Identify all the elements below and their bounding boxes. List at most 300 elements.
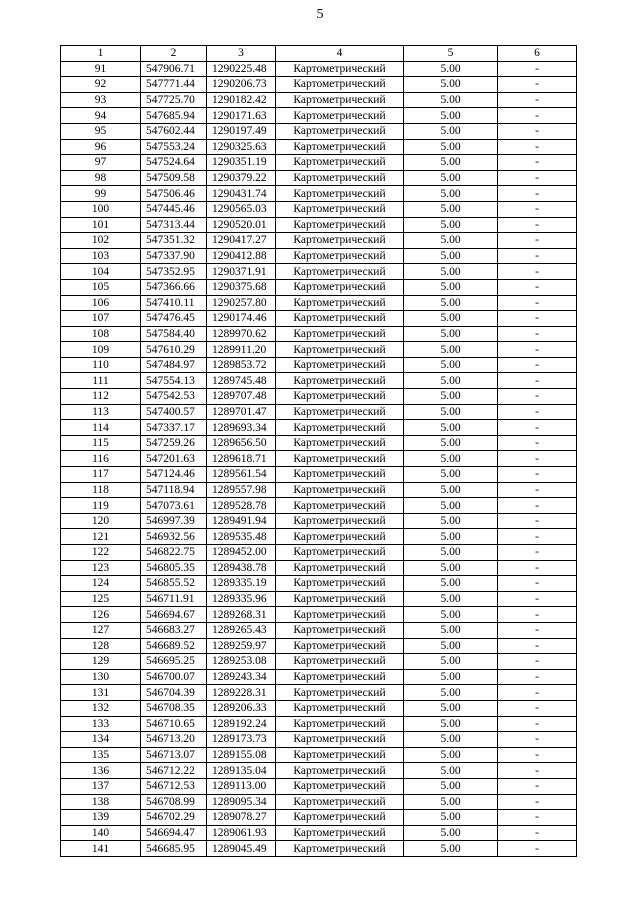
table-row [61, 825, 577, 841]
x-coordinate-cell: 546702.29 [141, 810, 207, 826]
accuracy-cell: 5.00 [404, 186, 498, 202]
y-coordinate-cell: 1290412.88 [207, 248, 276, 264]
x-coordinate-cell: 546712.53 [141, 778, 207, 794]
table-row [61, 342, 577, 358]
accuracy-cell: 5.00 [404, 591, 498, 607]
method-cell: Картометрический [276, 685, 404, 701]
note-cell: - [498, 186, 577, 202]
method-cell: Картометрический [276, 794, 404, 810]
accuracy-cell: 5.00 [404, 233, 498, 249]
table-row [61, 264, 577, 280]
x-coordinate-cell: 547554.13 [141, 373, 207, 389]
y-coordinate-cell: 1289135.04 [207, 763, 276, 779]
y-coordinate-cell: 1290417.27 [207, 233, 276, 249]
table-row [61, 467, 577, 483]
accuracy-cell: 5.00 [404, 311, 498, 327]
table-row [61, 92, 577, 108]
note-cell: - [498, 825, 577, 841]
point-number-cell: 128 [61, 638, 141, 654]
y-coordinate-cell: 1289528.78 [207, 498, 276, 514]
method-cell: Картометрический [276, 763, 404, 779]
table-row [61, 529, 577, 545]
y-coordinate-cell: 1289192.24 [207, 716, 276, 732]
column-header-6: 6 [498, 46, 577, 62]
y-coordinate-cell: 1289078.27 [207, 810, 276, 826]
accuracy-cell: 5.00 [404, 92, 498, 108]
y-coordinate-cell: 1289045.49 [207, 841, 276, 857]
y-coordinate-cell: 1290182.42 [207, 92, 276, 108]
y-coordinate-cell: 1290371.91 [207, 264, 276, 280]
table-row [61, 810, 577, 826]
note-cell: - [498, 201, 577, 217]
note-cell: - [498, 404, 577, 420]
method-cell: Картометрический [276, 61, 404, 77]
method-cell: Картометрический [276, 841, 404, 857]
point-number-cell: 135 [61, 747, 141, 763]
method-cell: Картометрический [276, 607, 404, 623]
table-row [61, 732, 577, 748]
y-coordinate-cell: 1289745.48 [207, 373, 276, 389]
point-number-cell: 108 [61, 326, 141, 342]
method-cell: Картометрический [276, 92, 404, 108]
table-row [61, 326, 577, 342]
point-number-cell: 104 [61, 264, 141, 280]
y-coordinate-cell: 1289228.31 [207, 685, 276, 701]
point-number-cell: 95 [61, 123, 141, 139]
accuracy-cell: 5.00 [404, 622, 498, 638]
note-cell: - [498, 747, 577, 763]
note-cell: - [498, 108, 577, 124]
x-coordinate-cell: 546704.39 [141, 685, 207, 701]
note-cell: - [498, 311, 577, 327]
y-coordinate-cell: 1289911.20 [207, 342, 276, 358]
note-cell: - [498, 841, 577, 857]
y-coordinate-cell: 1289438.78 [207, 560, 276, 576]
column-header-5: 5 [404, 46, 498, 62]
y-coordinate-cell: 1289452.00 [207, 545, 276, 561]
accuracy-cell: 5.00 [404, 810, 498, 826]
table-row [61, 716, 577, 732]
accuracy-cell: 5.00 [404, 420, 498, 436]
note-cell: - [498, 420, 577, 436]
accuracy-cell: 5.00 [404, 638, 498, 654]
note-cell: - [498, 389, 577, 405]
method-cell: Картометрический [276, 217, 404, 233]
column-header-4: 4 [276, 46, 404, 62]
y-coordinate-cell: 1289693.34 [207, 420, 276, 436]
method-cell: Картометрический [276, 248, 404, 264]
table-row [61, 295, 577, 311]
method-cell: Картометрический [276, 186, 404, 202]
method-cell: Картометрический [276, 716, 404, 732]
x-coordinate-cell: 547685.94 [141, 108, 207, 124]
table-row [61, 404, 577, 420]
y-coordinate-cell: 1289701.47 [207, 404, 276, 420]
y-coordinate-cell: 1290565.03 [207, 201, 276, 217]
note-cell: - [498, 560, 577, 576]
point-number-cell: 97 [61, 155, 141, 171]
accuracy-cell: 5.00 [404, 155, 498, 171]
x-coordinate-cell: 546805.35 [141, 560, 207, 576]
accuracy-cell: 5.00 [404, 529, 498, 545]
table-row [61, 545, 577, 561]
method-cell: Картометрический [276, 357, 404, 373]
method-cell: Картометрический [276, 139, 404, 155]
note-cell: - [498, 794, 577, 810]
x-coordinate-cell: 547542.53 [141, 389, 207, 405]
y-coordinate-cell: 1290257.80 [207, 295, 276, 311]
point-number-cell: 122 [61, 545, 141, 561]
note-cell: - [498, 435, 577, 451]
note-cell: - [498, 139, 577, 155]
y-coordinate-cell: 1289259.97 [207, 638, 276, 654]
x-coordinate-cell: 547771.44 [141, 77, 207, 93]
y-coordinate-cell: 1290206.73 [207, 77, 276, 93]
x-coordinate-cell: 547400.57 [141, 404, 207, 420]
accuracy-cell: 5.00 [404, 217, 498, 233]
point-number-cell: 130 [61, 669, 141, 685]
point-number-cell: 114 [61, 420, 141, 436]
y-coordinate-cell: 1289265.43 [207, 622, 276, 638]
y-coordinate-cell: 1290351.19 [207, 155, 276, 171]
y-coordinate-cell: 1289335.96 [207, 591, 276, 607]
x-coordinate-cell: 547337.90 [141, 248, 207, 264]
x-coordinate-cell: 547259.26 [141, 435, 207, 451]
note-cell: - [498, 732, 577, 748]
y-coordinate-cell: 1289243.34 [207, 669, 276, 685]
note-cell: - [498, 529, 577, 545]
point-number-cell: 94 [61, 108, 141, 124]
method-cell: Картометрический [276, 700, 404, 716]
accuracy-cell: 5.00 [404, 716, 498, 732]
y-coordinate-cell: 1289491.94 [207, 513, 276, 529]
note-cell: - [498, 295, 577, 311]
table-row [61, 170, 577, 186]
x-coordinate-cell: 546713.07 [141, 747, 207, 763]
note-cell: - [498, 92, 577, 108]
note-cell: - [498, 700, 577, 716]
point-number-cell: 93 [61, 92, 141, 108]
point-number-cell: 92 [61, 77, 141, 93]
point-number-cell: 100 [61, 201, 141, 217]
x-coordinate-cell: 546855.52 [141, 576, 207, 592]
x-coordinate-cell: 547313.44 [141, 217, 207, 233]
method-cell: Картометрический [276, 467, 404, 483]
accuracy-cell: 5.00 [404, 326, 498, 342]
table-row [61, 420, 577, 436]
x-coordinate-cell: 546695.25 [141, 654, 207, 670]
method-cell: Картометрический [276, 747, 404, 763]
point-number-cell: 139 [61, 810, 141, 826]
accuracy-cell: 5.00 [404, 732, 498, 748]
table-row [61, 155, 577, 171]
note-cell: - [498, 685, 577, 701]
table-row [61, 186, 577, 202]
method-cell: Картометрический [276, 279, 404, 295]
note-cell: - [498, 373, 577, 389]
table-row [61, 513, 577, 529]
x-coordinate-cell: 547410.11 [141, 295, 207, 311]
y-coordinate-cell: 1289253.08 [207, 654, 276, 670]
accuracy-cell: 5.00 [404, 841, 498, 857]
accuracy-cell: 5.00 [404, 77, 498, 93]
x-coordinate-cell: 546708.35 [141, 700, 207, 716]
method-cell: Картометрический [276, 810, 404, 826]
method-cell: Картометрический [276, 591, 404, 607]
table-row [61, 373, 577, 389]
table-row [61, 778, 577, 794]
point-number-cell: 121 [61, 529, 141, 545]
y-coordinate-cell: 1290520.01 [207, 217, 276, 233]
accuracy-cell: 5.00 [404, 685, 498, 701]
method-cell: Картометрический [276, 373, 404, 389]
point-number-cell: 136 [61, 763, 141, 779]
note-cell: - [498, 279, 577, 295]
method-cell: Картометрический [276, 123, 404, 139]
note-cell: - [498, 170, 577, 186]
note-cell: - [498, 669, 577, 685]
point-number-cell: 134 [61, 732, 141, 748]
accuracy-cell: 5.00 [404, 108, 498, 124]
point-number-cell: 99 [61, 186, 141, 202]
method-cell: Картометрический [276, 170, 404, 186]
x-coordinate-cell: 547073.61 [141, 498, 207, 514]
table-header-row [61, 46, 577, 62]
method-cell: Картометрический [276, 264, 404, 280]
note-cell: - [498, 77, 577, 93]
point-number-cell: 113 [61, 404, 141, 420]
column-header-2: 2 [141, 46, 207, 62]
method-cell: Картометрический [276, 342, 404, 358]
y-coordinate-cell: 1289155.08 [207, 747, 276, 763]
y-coordinate-cell: 1290325.63 [207, 139, 276, 155]
table-row [61, 763, 577, 779]
note-cell: - [498, 763, 577, 779]
accuracy-cell: 5.00 [404, 825, 498, 841]
point-number-cell: 109 [61, 342, 141, 358]
accuracy-cell: 5.00 [404, 467, 498, 483]
y-coordinate-cell: 1290431.74 [207, 186, 276, 202]
x-coordinate-cell: 547524.64 [141, 155, 207, 171]
point-number-cell: 126 [61, 607, 141, 623]
x-coordinate-cell: 546711.91 [141, 591, 207, 607]
point-number-cell: 118 [61, 482, 141, 498]
y-coordinate-cell: 1289618.71 [207, 451, 276, 467]
point-number-cell: 102 [61, 233, 141, 249]
y-coordinate-cell: 1289095.34 [207, 794, 276, 810]
method-cell: Картометрический [276, 233, 404, 249]
point-number-cell: 124 [61, 576, 141, 592]
y-coordinate-cell: 1289061.93 [207, 825, 276, 841]
accuracy-cell: 5.00 [404, 373, 498, 389]
table-row [61, 622, 577, 638]
table-row [61, 654, 577, 670]
x-coordinate-cell: 547602.44 [141, 123, 207, 139]
note-cell: - [498, 622, 577, 638]
point-number-cell: 98 [61, 170, 141, 186]
method-cell: Картометрический [276, 732, 404, 748]
table-row [61, 389, 577, 405]
note-cell: - [498, 61, 577, 77]
note-cell: - [498, 357, 577, 373]
method-cell: Картометрический [276, 451, 404, 467]
x-coordinate-cell: 546710.65 [141, 716, 207, 732]
method-cell: Картометрический [276, 669, 404, 685]
x-coordinate-cell: 546822.75 [141, 545, 207, 561]
point-number-cell: 96 [61, 139, 141, 155]
table-body [61, 61, 577, 856]
x-coordinate-cell: 547906.71 [141, 61, 207, 77]
y-coordinate-cell: 1289970.62 [207, 326, 276, 342]
y-coordinate-cell: 1289557.98 [207, 482, 276, 498]
accuracy-cell: 5.00 [404, 61, 498, 77]
method-cell: Картометрический [276, 389, 404, 405]
note-cell: - [498, 513, 577, 529]
accuracy-cell: 5.00 [404, 435, 498, 451]
note-cell: - [498, 545, 577, 561]
note-cell: - [498, 638, 577, 654]
table-row [61, 700, 577, 716]
accuracy-cell: 5.00 [404, 264, 498, 280]
table-row [61, 311, 577, 327]
x-coordinate-cell: 547352.95 [141, 264, 207, 280]
accuracy-cell: 5.00 [404, 170, 498, 186]
method-cell: Картометрический [276, 622, 404, 638]
point-number-cell: 117 [61, 467, 141, 483]
table-row [61, 560, 577, 576]
point-number-cell: 91 [61, 61, 141, 77]
y-coordinate-cell: 1290225.48 [207, 61, 276, 77]
accuracy-cell: 5.00 [404, 295, 498, 311]
note-cell: - [498, 482, 577, 498]
x-coordinate-cell: 547337.17 [141, 420, 207, 436]
x-coordinate-cell: 546713.20 [141, 732, 207, 748]
x-coordinate-cell: 547725.70 [141, 92, 207, 108]
method-cell: Картометрический [276, 77, 404, 93]
method-cell: Картометрический [276, 201, 404, 217]
accuracy-cell: 5.00 [404, 357, 498, 373]
method-cell: Картометрический [276, 295, 404, 311]
note-cell: - [498, 326, 577, 342]
y-coordinate-cell: 1290197.49 [207, 123, 276, 139]
point-number-cell: 133 [61, 716, 141, 732]
accuracy-cell: 5.00 [404, 139, 498, 155]
table-row [61, 498, 577, 514]
accuracy-cell: 5.00 [404, 342, 498, 358]
note-cell: - [498, 467, 577, 483]
note-cell: - [498, 498, 577, 514]
point-number-cell: 140 [61, 825, 141, 841]
method-cell: Картометрический [276, 435, 404, 451]
point-number-cell: 107 [61, 311, 141, 327]
column-header-1: 1 [61, 46, 141, 62]
method-cell: Картометрический [276, 576, 404, 592]
y-coordinate-cell: 1289268.31 [207, 607, 276, 623]
point-number-cell: 125 [61, 591, 141, 607]
table-row [61, 794, 577, 810]
x-coordinate-cell: 547509.58 [141, 170, 207, 186]
coordinates-table [60, 45, 577, 857]
x-coordinate-cell: 546694.67 [141, 607, 207, 623]
x-coordinate-cell: 547553.24 [141, 139, 207, 155]
x-coordinate-cell: 547351.32 [141, 233, 207, 249]
x-coordinate-cell: 547445.46 [141, 201, 207, 217]
note-cell: - [498, 233, 577, 249]
method-cell: Картометрический [276, 529, 404, 545]
y-coordinate-cell: 1290174.46 [207, 311, 276, 327]
accuracy-cell: 5.00 [404, 607, 498, 623]
table-row [61, 217, 577, 233]
accuracy-cell: 5.00 [404, 545, 498, 561]
method-cell: Картометрический [276, 654, 404, 670]
accuracy-cell: 5.00 [404, 778, 498, 794]
point-number-cell: 132 [61, 700, 141, 716]
column-header-3: 3 [207, 46, 276, 62]
method-cell: Картометрический [276, 311, 404, 327]
table-row [61, 139, 577, 155]
accuracy-cell: 5.00 [404, 201, 498, 217]
y-coordinate-cell: 1290375.68 [207, 279, 276, 295]
method-cell: Картометрический [276, 825, 404, 841]
table-row [61, 108, 577, 124]
x-coordinate-cell: 547476.45 [141, 311, 207, 327]
point-number-cell: 115 [61, 435, 141, 451]
y-coordinate-cell: 1289656.50 [207, 435, 276, 451]
x-coordinate-cell: 547366.66 [141, 279, 207, 295]
accuracy-cell: 5.00 [404, 560, 498, 576]
accuracy-cell: 5.00 [404, 123, 498, 139]
note-cell: - [498, 654, 577, 670]
x-coordinate-cell: 547124.46 [141, 467, 207, 483]
note-cell: - [498, 576, 577, 592]
table-row [61, 77, 577, 93]
note-cell: - [498, 217, 577, 233]
x-coordinate-cell: 546700.07 [141, 669, 207, 685]
y-coordinate-cell: 1289535.48 [207, 529, 276, 545]
accuracy-cell: 5.00 [404, 700, 498, 716]
note-cell: - [498, 248, 577, 264]
y-coordinate-cell: 1289707.48 [207, 389, 276, 405]
y-coordinate-cell: 1289113.00 [207, 778, 276, 794]
accuracy-cell: 5.00 [404, 576, 498, 592]
accuracy-cell: 5.00 [404, 747, 498, 763]
accuracy-cell: 5.00 [404, 794, 498, 810]
point-number-cell: 105 [61, 279, 141, 295]
y-coordinate-cell: 1289853.72 [207, 357, 276, 373]
note-cell: - [498, 451, 577, 467]
x-coordinate-cell: 546694.47 [141, 825, 207, 841]
table-row [61, 591, 577, 607]
x-coordinate-cell: 547201.63 [141, 451, 207, 467]
table-row [61, 841, 577, 857]
method-cell: Картометрический [276, 498, 404, 514]
accuracy-cell: 5.00 [404, 654, 498, 670]
method-cell: Картометрический [276, 482, 404, 498]
method-cell: Картометрический [276, 513, 404, 529]
method-cell: Картометрический [276, 326, 404, 342]
point-number-cell: 120 [61, 513, 141, 529]
note-cell: - [498, 778, 577, 794]
table-row [61, 482, 577, 498]
point-number-cell: 116 [61, 451, 141, 467]
x-coordinate-cell: 547484.97 [141, 357, 207, 373]
x-coordinate-cell: 546683.27 [141, 622, 207, 638]
point-number-cell: 119 [61, 498, 141, 514]
table-row [61, 357, 577, 373]
table-row [61, 747, 577, 763]
accuracy-cell: 5.00 [404, 513, 498, 529]
table-row [61, 669, 577, 685]
